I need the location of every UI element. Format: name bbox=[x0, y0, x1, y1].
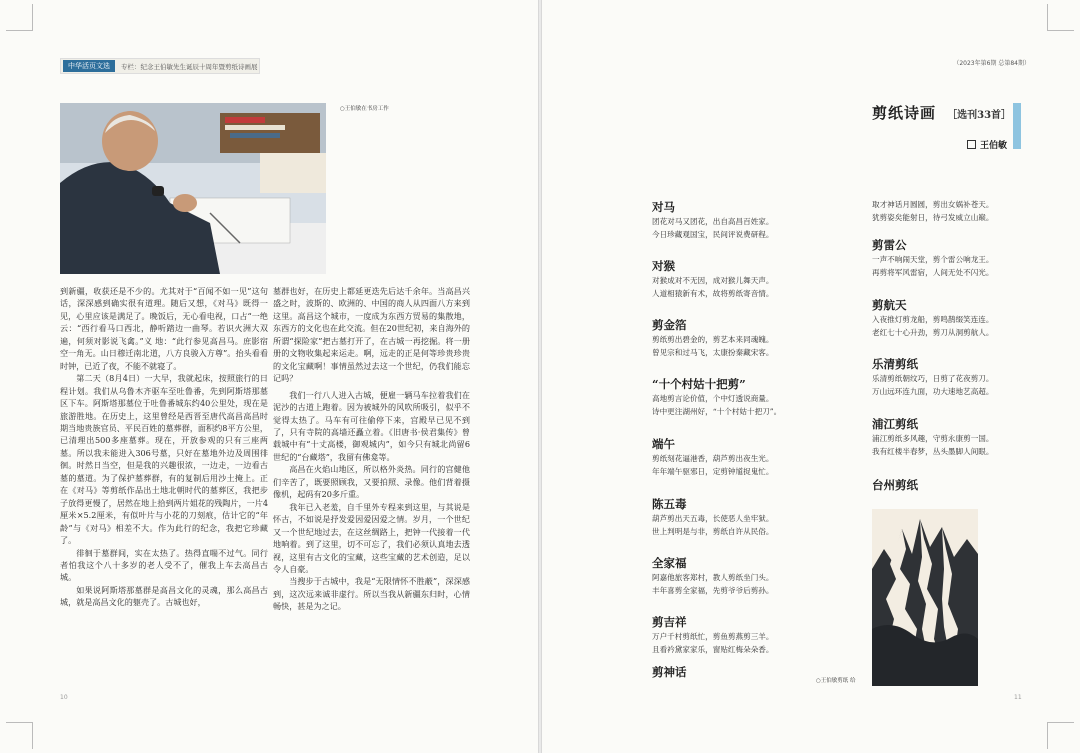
article-paragraph: 到新疆，收获还是不少的。尤其对于“百闻不如一见”这句话，深深感到确实很有道理。随后又想，《对马》既得一见，心里应该是满足了。晚饭后，无心看电视，口占“一绝云：“西行看马口西北，静听踏边一曲琴。若识火洲大双遍，何须对影说飞禽。”义 地：“此行参见高昌马。庶影宿空一角无。山日穆迁南北道，八方良骏入方尊”。抬头看看时钟，已近了夜，不能不就寝了。 bbox=[60, 286, 268, 371]
poem-title: 全家福 bbox=[652, 556, 687, 570]
crop-mark-top-left bbox=[6, 4, 33, 31]
poem-line: 一声不响闹天堂，剪个雷公响龙王。 bbox=[872, 255, 994, 264]
crop-mark-bottom-right bbox=[1047, 722, 1074, 749]
article-paragraph: 墓群也好，在历史上都延更迭先后达千余年。当高昌兴盛之时，波斯的、欧洲的、中国的商人从四面八方来到这里。高昌这个城市，一度成为东西方贸易的集散地，东西方的文化也在此交流。但在20世纪初，来自海外的所谓“探险家”把古墓打开了，在古城一再挖掘。将一册册的文物收集起来运走。啊，远走的正是何等珍贵珍贵的文化宝藏啊！事情虽然过去这一个世纪，仍我们能忘记吗？ bbox=[273, 286, 470, 384]
poem-title: “十个村姑十把剪” bbox=[652, 377, 746, 391]
poem bbox=[652, 259, 774, 300]
poem-title: 台州剪纸 bbox=[872, 478, 918, 492]
crop-mark-bottom-left bbox=[6, 722, 33, 749]
poem-line: 老红七十心升劲，剪刀从洞剪航人。 bbox=[872, 328, 994, 337]
poem bbox=[872, 238, 994, 279]
poem bbox=[872, 198, 994, 224]
poem-line: 再剪将军风雷宿，人间无处不闪光。 bbox=[872, 268, 994, 277]
poem-title: 剪雷公 bbox=[872, 238, 907, 252]
poem-title: 对猴 bbox=[652, 259, 675, 273]
poem-line: 剪纸剪出碧金的，剪艺本来同魂魄。 bbox=[652, 335, 774, 344]
author-photo bbox=[60, 103, 326, 274]
photo-caption: ○王伯敏在书房工作 bbox=[340, 106, 389, 112]
poem-line: 葫芦剪出天五毒，长使恶人坐牢狱。 bbox=[652, 514, 774, 523]
poem bbox=[652, 556, 774, 597]
poem-line: 团花对马又团花，出自高昌百姓家。 bbox=[652, 217, 774, 226]
papercut-artwork bbox=[872, 509, 978, 686]
poem bbox=[872, 357, 994, 398]
poem-line: 诗中更注湖州好，“十个村姑十把刀”。 bbox=[652, 407, 782, 416]
article-paragraph: 当搜步于古城中，我是“无限情怀不胜蔽”，深深感到，这次远来诚非虚行。所以当我从新疆东归时，心情畅快，甚是为之记。 bbox=[273, 576, 470, 612]
poem-line: 乐清剪纸朝纹巧，日剪了花夜剪刀。 bbox=[872, 374, 994, 383]
crop-mark-top-right bbox=[1047, 4, 1074, 31]
poem-line: 我有红楼半春梦，丛头墨脚人间眼。 bbox=[872, 447, 994, 456]
poem-line: 阿嘉他旅客郑村，教人剪纸坐门头。 bbox=[652, 573, 774, 582]
poem-title: 乐清剪纸 bbox=[872, 357, 918, 371]
article-paragraph: 我年已入老羞，自千里外专程来到这里，与其说是怀古，不如说是抒发爱因爱因爱之情。岁月，一个世纪又一个世纪地过去，在这丝绸路上，把钟一代接着一代地响着。到了这里，切不可忘了，我们必须认真地去透视，这里有古文化的宝藏，这些宝藏的艺术创造，足以令人自豪。 bbox=[273, 501, 470, 574]
poem-line: 万户千村剪纸忙，剪鱼剪燕剪三羊。 bbox=[652, 632, 774, 641]
poem-line: 对猴成对不无因，成对猴儿舞天声。 bbox=[652, 276, 774, 285]
magazine-logo: 中华活页文选 bbox=[63, 60, 115, 72]
poem-line: 高地剪言论价值，个中灯透说商量。 bbox=[652, 394, 774, 403]
poem-line: 丰年喜剪全家福，先剪爷爷后剪孙。 bbox=[652, 586, 774, 595]
poem-line: 犹剪姿矣能射日，待弓发威立山巅。 bbox=[872, 213, 994, 222]
poem-title: 对马 bbox=[652, 200, 675, 214]
poem bbox=[872, 298, 994, 339]
poem bbox=[652, 377, 781, 418]
poem-line: 曾见宗和过马飞，太康扮秦藏宋客。 bbox=[652, 348, 774, 357]
poem bbox=[652, 665, 687, 680]
poem-title: 端午 bbox=[652, 437, 675, 451]
poem-line: 人道相猿新有术，故将剪纸寄音情。 bbox=[652, 289, 774, 298]
poem-line: 取才神话月圆圆，剪出女娲补苍天。 bbox=[872, 200, 994, 209]
running-header-left bbox=[60, 58, 260, 74]
poem-title: 剪航天 bbox=[872, 298, 907, 312]
poem bbox=[652, 497, 774, 538]
column-title: 专栏：纪念王伯敏先生诞辰十周年暨剪纸诗画展 bbox=[121, 62, 258, 71]
poem bbox=[872, 417, 994, 458]
article-paragraph: 如果说阿斯塔那墓群是高昌文化的灵魂，那么高昌古城，就是高昌文化的躯壳了。古城也好， bbox=[60, 584, 268, 608]
poem-line: 入夜推灯剪龙船，剪鸣鹊缀笑连连。 bbox=[872, 315, 994, 324]
author-name: 王伯敏 bbox=[980, 141, 1008, 151]
page-number-right: 11 bbox=[1014, 694, 1022, 701]
poem-title: 浦江剪纸 bbox=[872, 417, 918, 431]
artwork-caption: ○王伯敏剪纸 给 bbox=[816, 678, 856, 684]
section-subtitle: ［选刊33首］ bbox=[947, 110, 1012, 121]
poem-title: 剪金箔 bbox=[652, 318, 687, 332]
section-heading bbox=[872, 102, 1022, 123]
article-column-1 bbox=[60, 285, 268, 609]
article-paragraph: 徘徊于墓群间，实在太热了。热得直喘不过气。同行者怕我这个八十多岁的老人受不了，催我上车去高昌古城。 bbox=[60, 547, 268, 583]
poem bbox=[652, 318, 774, 359]
poem bbox=[652, 615, 774, 656]
poem-title: 陈五毒 bbox=[652, 497, 687, 511]
poem-line: 今日珍藏观国宝，民间评说费研程。 bbox=[652, 230, 774, 239]
poem-line: 世上判明是与非，剪纸自许从民俗。 bbox=[652, 527, 774, 536]
section-title: 剪纸诗画 bbox=[872, 104, 937, 122]
section-author bbox=[967, 138, 1007, 151]
poem-line: 年年端午驱邪日，定剪钟馗捉鬼忙。 bbox=[652, 467, 774, 476]
poem bbox=[652, 437, 774, 478]
poem-title: 剪神话 bbox=[652, 665, 687, 679]
poem-line: 且看衿黛家家乐，窗贴红梅朵朵香。 bbox=[652, 645, 774, 654]
page-number-left: 10 bbox=[60, 694, 68, 701]
poem bbox=[872, 478, 918, 493]
article-paragraph: 我们一行八人进入古城，便雇一辆马车拉着我们在泥沙的古道上跑着。因为被城外的风吹所吸引，似乎不觉得太热了。马车有可往偷停下来，宫殿早已见不到了，只有寺院的高墙还矗立着。《旧唐书·侯君集传》曾载城中有“十丈高楼，御观城内”，如今只有城北尚留6世纪的“台藏塔”，我留有佛龛等。 bbox=[273, 389, 470, 462]
issue-info: （2023年第6期 总第84期） bbox=[953, 60, 1030, 67]
poem-line: 剪纸刻花逼港香，葫芦剪出夜生光。 bbox=[652, 454, 774, 463]
accent-bar bbox=[1013, 103, 1021, 149]
article-column-2 bbox=[273, 285, 470, 613]
square-bullet-icon bbox=[967, 140, 976, 149]
poem-line: 浦江剪纸多风趣，守剪永康剪一国。 bbox=[872, 434, 994, 443]
poem-line: 万山远环连九面，功大速地艺高超。 bbox=[872, 387, 994, 396]
article-paragraph: 第二天（8月4日）一大早，我就起床，按照旅行的日程计划。我们从乌鲁木齐驱车至吐鲁番，先到阿斯塔那墓区下车。阿斯塔那墓位于吐鲁番城东约40公里处，现在是旅游胜地。在历史上，这里曾经是西晋至唐代高昌高昌时期当地贵族官员、平民百姓的墓葬群，面积约8平方公里，已清理出500多座墓葬。现在，开放参观的只有三座两墓。所以我未能进入306号墓，只好在墓地外边及周围徘徊。时然日当空，但是我的兴趣很浓，一边走，一边看古墓的墓道。为了保护墓葬群，有的复制后用沙土掩上。正在《对马》等剪纸作品出土地北朝时代的墓葬区，我把步子放得更慢了，居然在地上拾到两片姐花的残陶片，一片4厘米×5.2厘米，有似叶片与小花的刀刻痕，估计它的“年龄”与《对马》相差不大。作为此行的纪念，我把它珍藏了。 bbox=[60, 373, 268, 546]
poem-title: 剪吉祥 bbox=[652, 615, 687, 629]
poem bbox=[652, 200, 774, 241]
article-paragraph: 高昌在火焰山地区，所以格外炎热。同行的宫健他们辛苦了，既要照顾我，又要拍照、录像。他们背着摄像机，起码有20多斤重。 bbox=[273, 464, 470, 500]
